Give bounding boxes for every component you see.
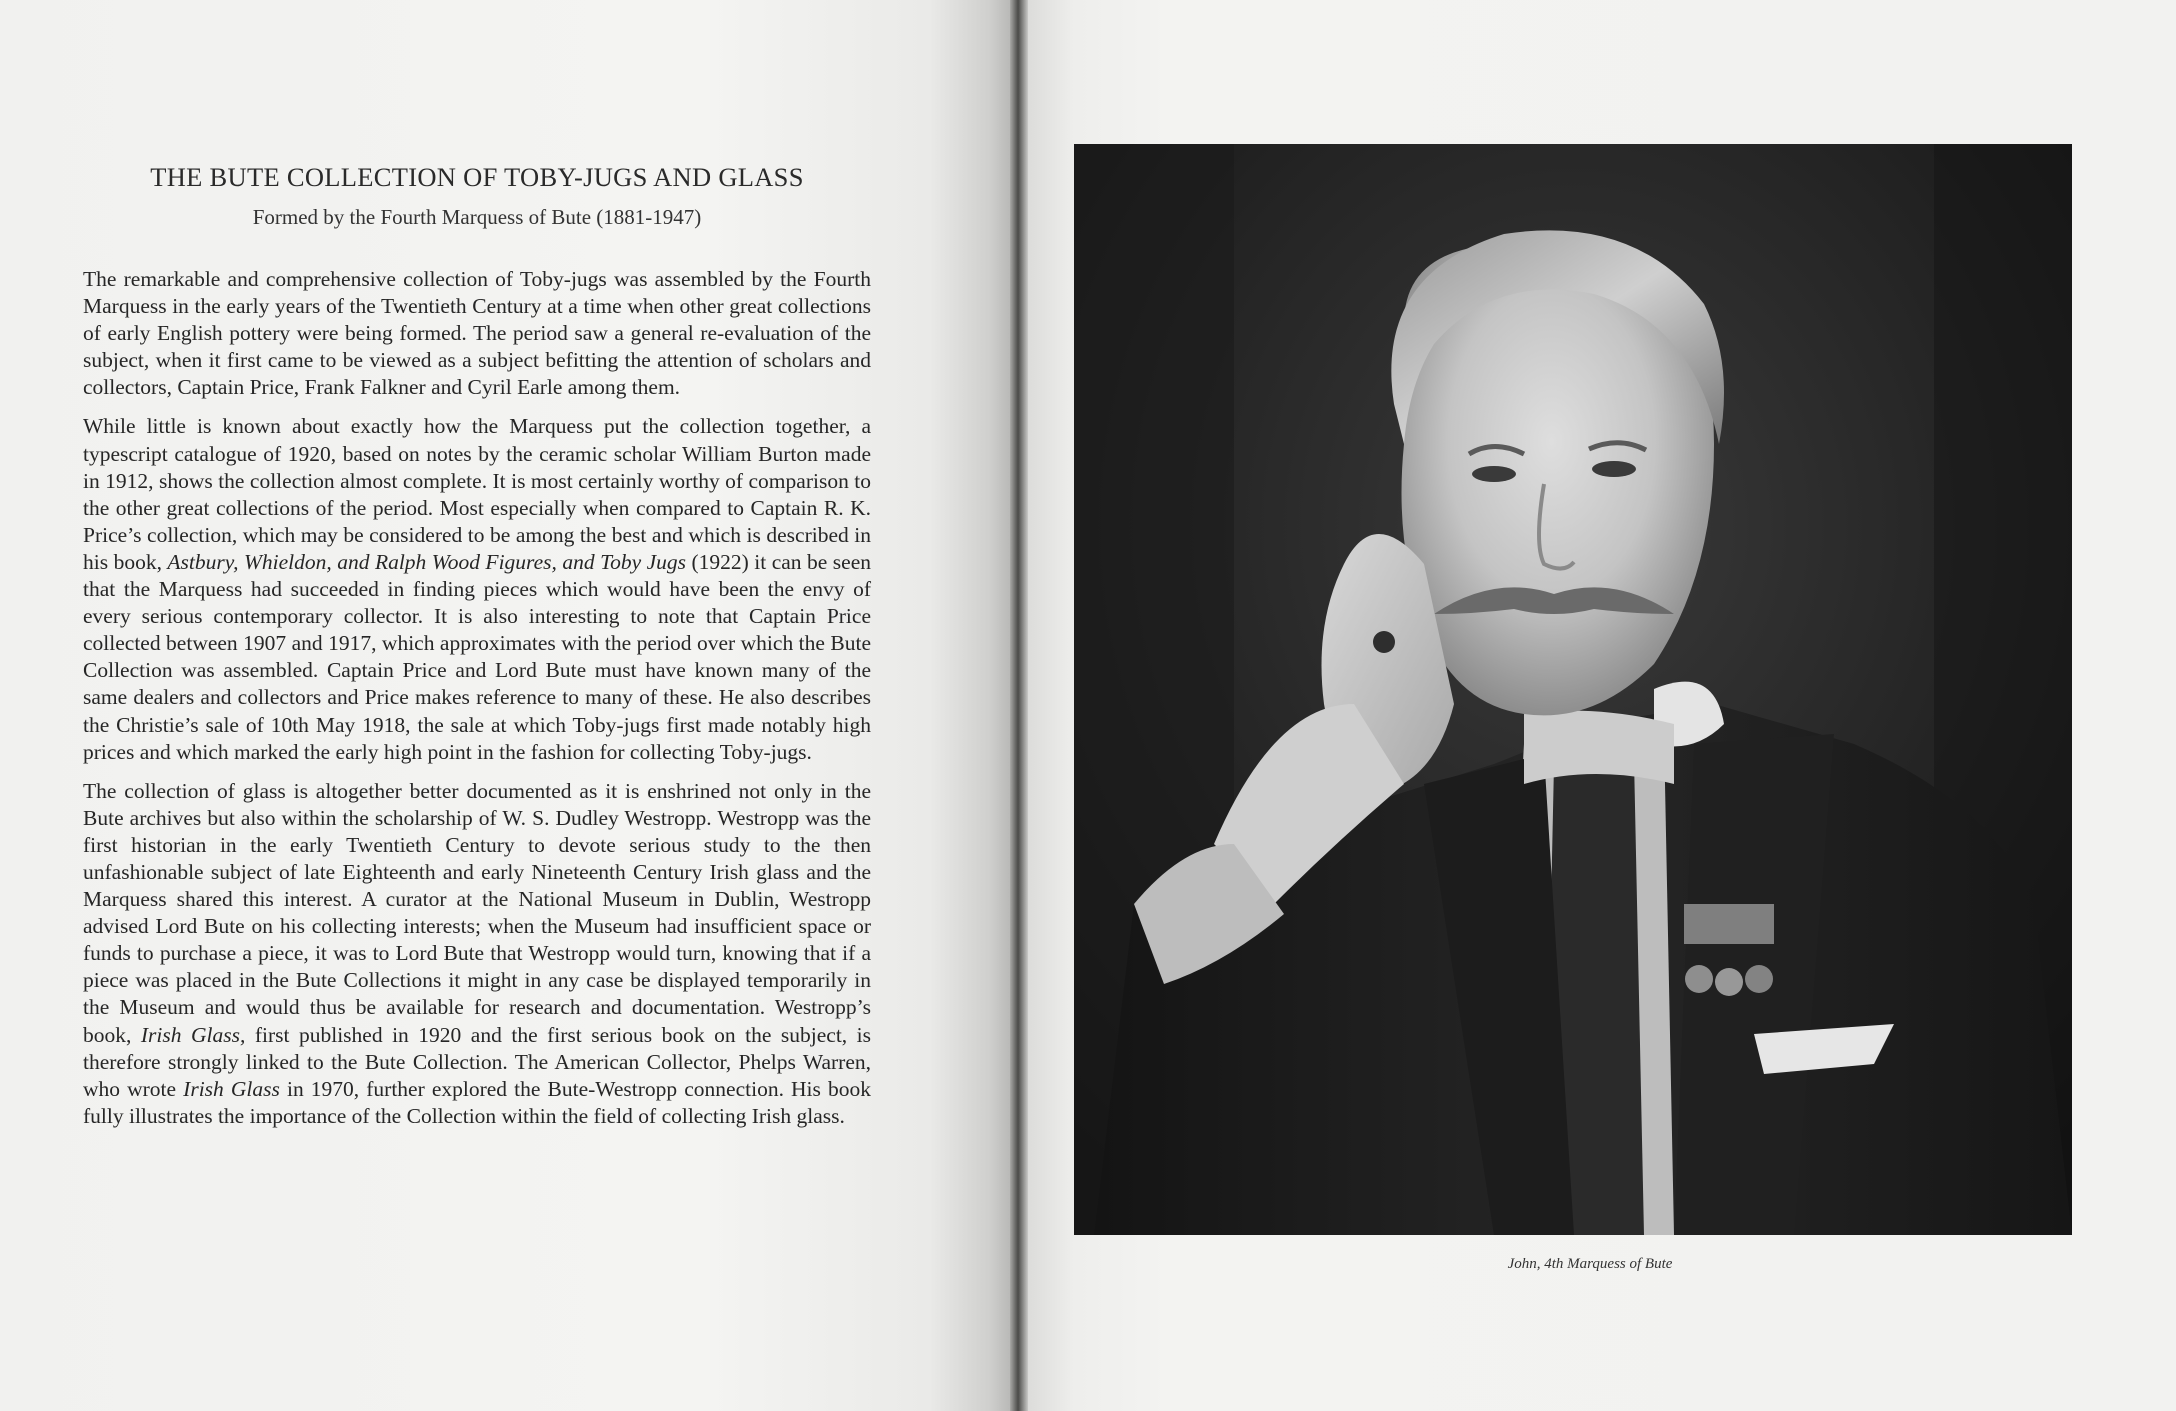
paragraph-text: While little is known about exactly how the Marquess put the collection together, a typescript catalogue of 1920, based on notes by the ceramic scholar William Burton made in 1912, shows the collection almost complete. It is most certainly worthy of comparison to the other great collections of the period. Most especially when compared to Captain R. K. Price’s collection, which may be considered to be among the best and which is described in his book, — [83, 414, 871, 574]
paragraph-2 — [83, 413, 871, 765]
paragraph-1 — [83, 266, 871, 401]
paragraph-text: in 1970, further explored the Bute-Westropp connection. His book fully illustrates the importance of the Collection within the field of collecting Irish glass. — [83, 1076, 871, 1128]
left-page — [0, 0, 1010, 1411]
paragraph-text: The collection of glass is altogether better documented as it is enshrined not only in the Bute archives but also within the scholarship of W. S. Dudley Westropp. Westropp was the first historian in the early Twentieth Century to devote serious study to the then unfashionable subject of late Eighteenth and early Nineteenth Century Irish glass and the Marquess shared this interest. A curator at the National Museum in Dublin, Westropp advised Lord Bute on his collecting interests; when the Museum had insufficient space or funds to purchase a piece, it was to Lord Bute that Westropp would turn, knowing that if a piece was placed in the Bute Collections it might in any case be displayed temporarily in the Museum and would thus be available for research and documentation. Westropp’s book, — [83, 778, 871, 1047]
portrait-photo — [1074, 144, 2072, 1235]
paragraph-3 — [83, 778, 871, 1130]
italic-title: Astbury, Whieldon, and Ralph Wood Figures, and Toby Jugs — [167, 549, 687, 574]
body-text — [83, 266, 871, 1142]
italic-title: Irish Glass, — [140, 1022, 246, 1047]
photo-caption: John, 4th Marquess of Bute — [1507, 1256, 1673, 1272]
paragraph-text: The remarkable and comprehensive collection of Toby-jugs was assembled by the Fourth Marquess in the early years of the Twentieth Century at a time when other great collections of early English pottery were being formed. The period saw a general re-evaluation of the subject, when it first came to be viewed as a subject befitting the attention of scholars and collectors, Captain Price, Frank Falkner and Cyril Earle among them. — [83, 267, 871, 400]
page-title: THE BUTE COLLECTION OF TOBY-JUGS AND GLASS — [150, 162, 804, 192]
italic-title: Irish Glass — [183, 1076, 280, 1101]
book-gutter — [1010, 0, 1028, 1411]
paragraph-text: (1922) it can be seen that the Marquess had succeeded in finding pieces which would have been the envy of every serious contemporary collector. It is also interesting to note that Captain Price collected between 1907 and 1917, which approximates with the period over which the Bute Collection was assembled. Captain Price and Lord Bute must have known many of the same dealers and collectors and Price makes reference to many of these. He also describes the Christie’s sale of 10th May 1918, the sale at which Toby-jugs first made notably high prices and which marked the early high point in the fashion for collecting Toby-jugs. — [83, 549, 871, 764]
page-subtitle: Formed by the Fourth Marquess of Bute (1881-1947) — [252, 205, 702, 229]
paragraph-text: first published in 1920 and the first serious book on the subject, is therefore strongly linked to the Bute Collection. The American Collector, Phelps Warren, who wrote — [83, 1022, 872, 1101]
